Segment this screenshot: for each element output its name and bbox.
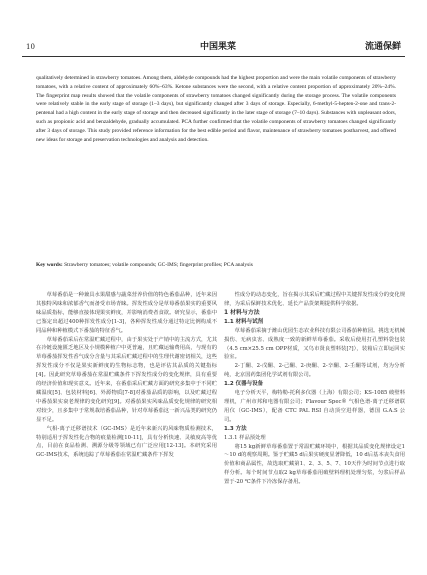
left-column — [36, 291, 217, 460]
body-paragraph: 2-丁酮、2-戊酮、2-己酮、2-庚酮、2-辛酮、2-壬酮等试剂，均为分析纯，北京国药集团化学试剂有限公司。 — [224, 363, 405, 379]
page-number: 10 — [26, 43, 35, 51]
body-paragraph: 草莓番茄采摘于潍山优园生态农业科技有限公司番茄种植园。挑选无机械损伤、无病虫害、成熟度一致的新鲜草莓番茄。采收后使用打孔塑料袋包装（4.5 cm×25.5 cm OPP材质，又鸟市贤良塑料装[?]），装箱后立即运回实验室。 — [224, 327, 405, 361]
right-column — [224, 291, 405, 487]
column-name: 流通保鲜 — [364, 42, 401, 52]
body-paragraph: 草莓番茄是一种兼具水果甜感与蔬菜营养价值的特色番茄品种，近年来因其独特风味和浓郁香气而备受市场青睐。挥发性成分是草莓番茄果实的重要风味品质指标，能够直接体现果实鲜度，并影响消费者食欲。研究显示，番茄中已鉴定出超过400种挥发性成分[1-3]，各种挥发性成分通过特定比例构成不同品种和种植模式下番茄的特征香气。 — [36, 292, 217, 334]
header-rule — [22, 56, 405, 57]
running-header — [22, 41, 405, 57]
english-abstract — [36, 74, 396, 144]
subsection-heading: 1.1 材料与试剂 — [224, 318, 264, 325]
keywords-text: Strawberry tomatoes; volatile compounds; GC-IMS; fingerprint profiles; PCA analysis — [64, 262, 253, 268]
keywords-label: Key words: — [36, 262, 63, 268]
journal-name: 中国果菜 — [200, 42, 237, 52]
keywords — [36, 261, 396, 269]
body-paragraph: 草莓番茄采后在常温贮藏过程中，由于果实处于产销中的主流方式，尤其在冷链设施匮乏地区及小规模种植户中更普遍，且贮藏运输费用高，与现有的草莓番茄挥发性香气成分含量与其采后贮藏过程中的生理代谢密切相关，这些挥发性成分不仅是果实新鲜度的生物标志物，也是评估其品质的关键指标[4]。因此研究草莓番茄在常温贮藏条件下挥发性成分的变化规律，具有重要的经济价值和现实意义。近年来，在番茄采后贮藏方面的研究多集中于不同贮藏温度[5]、包装材料[6]、外源物质[7-8]对番茄品质的影响，以及贮藏过程中番茄果实衰老规律的变化研究[9]。对番茄果实风味品质变化规律的研究相对较少，且多集中于常规栽培番茄品种，针对草莓番茄这一新兴品类的研究仍显不足。 — [36, 336, 217, 423]
body-paragraph: 将15 kg新鲜草莓番茄置于常温贮藏环境中，根据其品质变化规律设定1～10 d的观察周期。鉴于贮藏5 d后果实硬度显著降低，10 d后基本丧失食用价值和商品属性，故选取贮藏第1、2、3、5、7、10天作为时间节点进行取样分析。每个时间节点取2 kg草莓番茄用破壁料理机处理匀浆，匀浆后样品置于-20 ℃条件下冷冻保存备用。 — [224, 443, 405, 486]
body-paragraph: 性成分的动态变化，旨在揭示其采后贮藏过程中关键挥发性成分的变化规律，为采后保鲜技术优化、延长产品货架期提供科学依据。 — [224, 292, 405, 307]
abstract-paragraph: qualitatively determined in strawberry tomatoes. Among them, aldehyde compounds had the highest proportion and were the main volatile components of strawberry tomatoes, with a relative content of approximately 60%–63%. Ketone substances were the second, with a relative content proportion of approximately 20%–24%. The fingerprint map results showed that the volatile components of strawberry tomatoes changed significantly during the storage process. The volatile components were relatively stable in the early stage of storage (1–3 days), but significantly changed after 3 days of storage. Especially, 6-methyl-5-hepten-2-one and trans-2-pentenal had a high content in the early stage of storage and then decreased significantly in the later stage of storage (7–10 days). Substances with unpleasant odors, such as propionic acid and benzaldehyde, gradually accumulated. PCA further confirmed that the volatile components of strawberry tomatoes changed significantly after 3 days of storage. This study provided reference information for the best edible period and flavor, maintenance of strawberry tomatoes postharvest, and offered new ideas for storage and preservation technologies and analysis and detection. — [36, 75, 396, 143]
subsubsection-heading: 1.3.1 样品预处理 — [224, 434, 266, 441]
section-heading: 1 材料与方法 — [224, 309, 260, 316]
body-paragraph: 气相-离子迁移谱技术（GC-IMS）是近年来新兴的风味物质检测技术，特别适用于挥发性化合物的痕量检测[10-11]，具有分析快速、灵敏度高等优点，目前在食品检测、溯源分级等领域已有广泛应用[12-13]。本研究采用GC-IMS技术，系统追踪了草莓番茄在常温贮藏条件下挥发 — [36, 425, 217, 459]
body-paragraph: 电子分析天平，梅特勒-托利多仪器（上海）有限公司；KS-1085 破壁料理机，广州市邦和电器有限公司；Flavour Spec® 气相色谱-离子迁移谱联用仪（GC-IMS），配备 CTC PAL RSI 自动顶空进样器，德国 G.A.S 公司。 — [224, 390, 405, 423]
subsection-heading: 1.2 仪器与设备 — [224, 381, 264, 388]
subsection-heading: 1.3 方法 — [224, 425, 247, 432]
